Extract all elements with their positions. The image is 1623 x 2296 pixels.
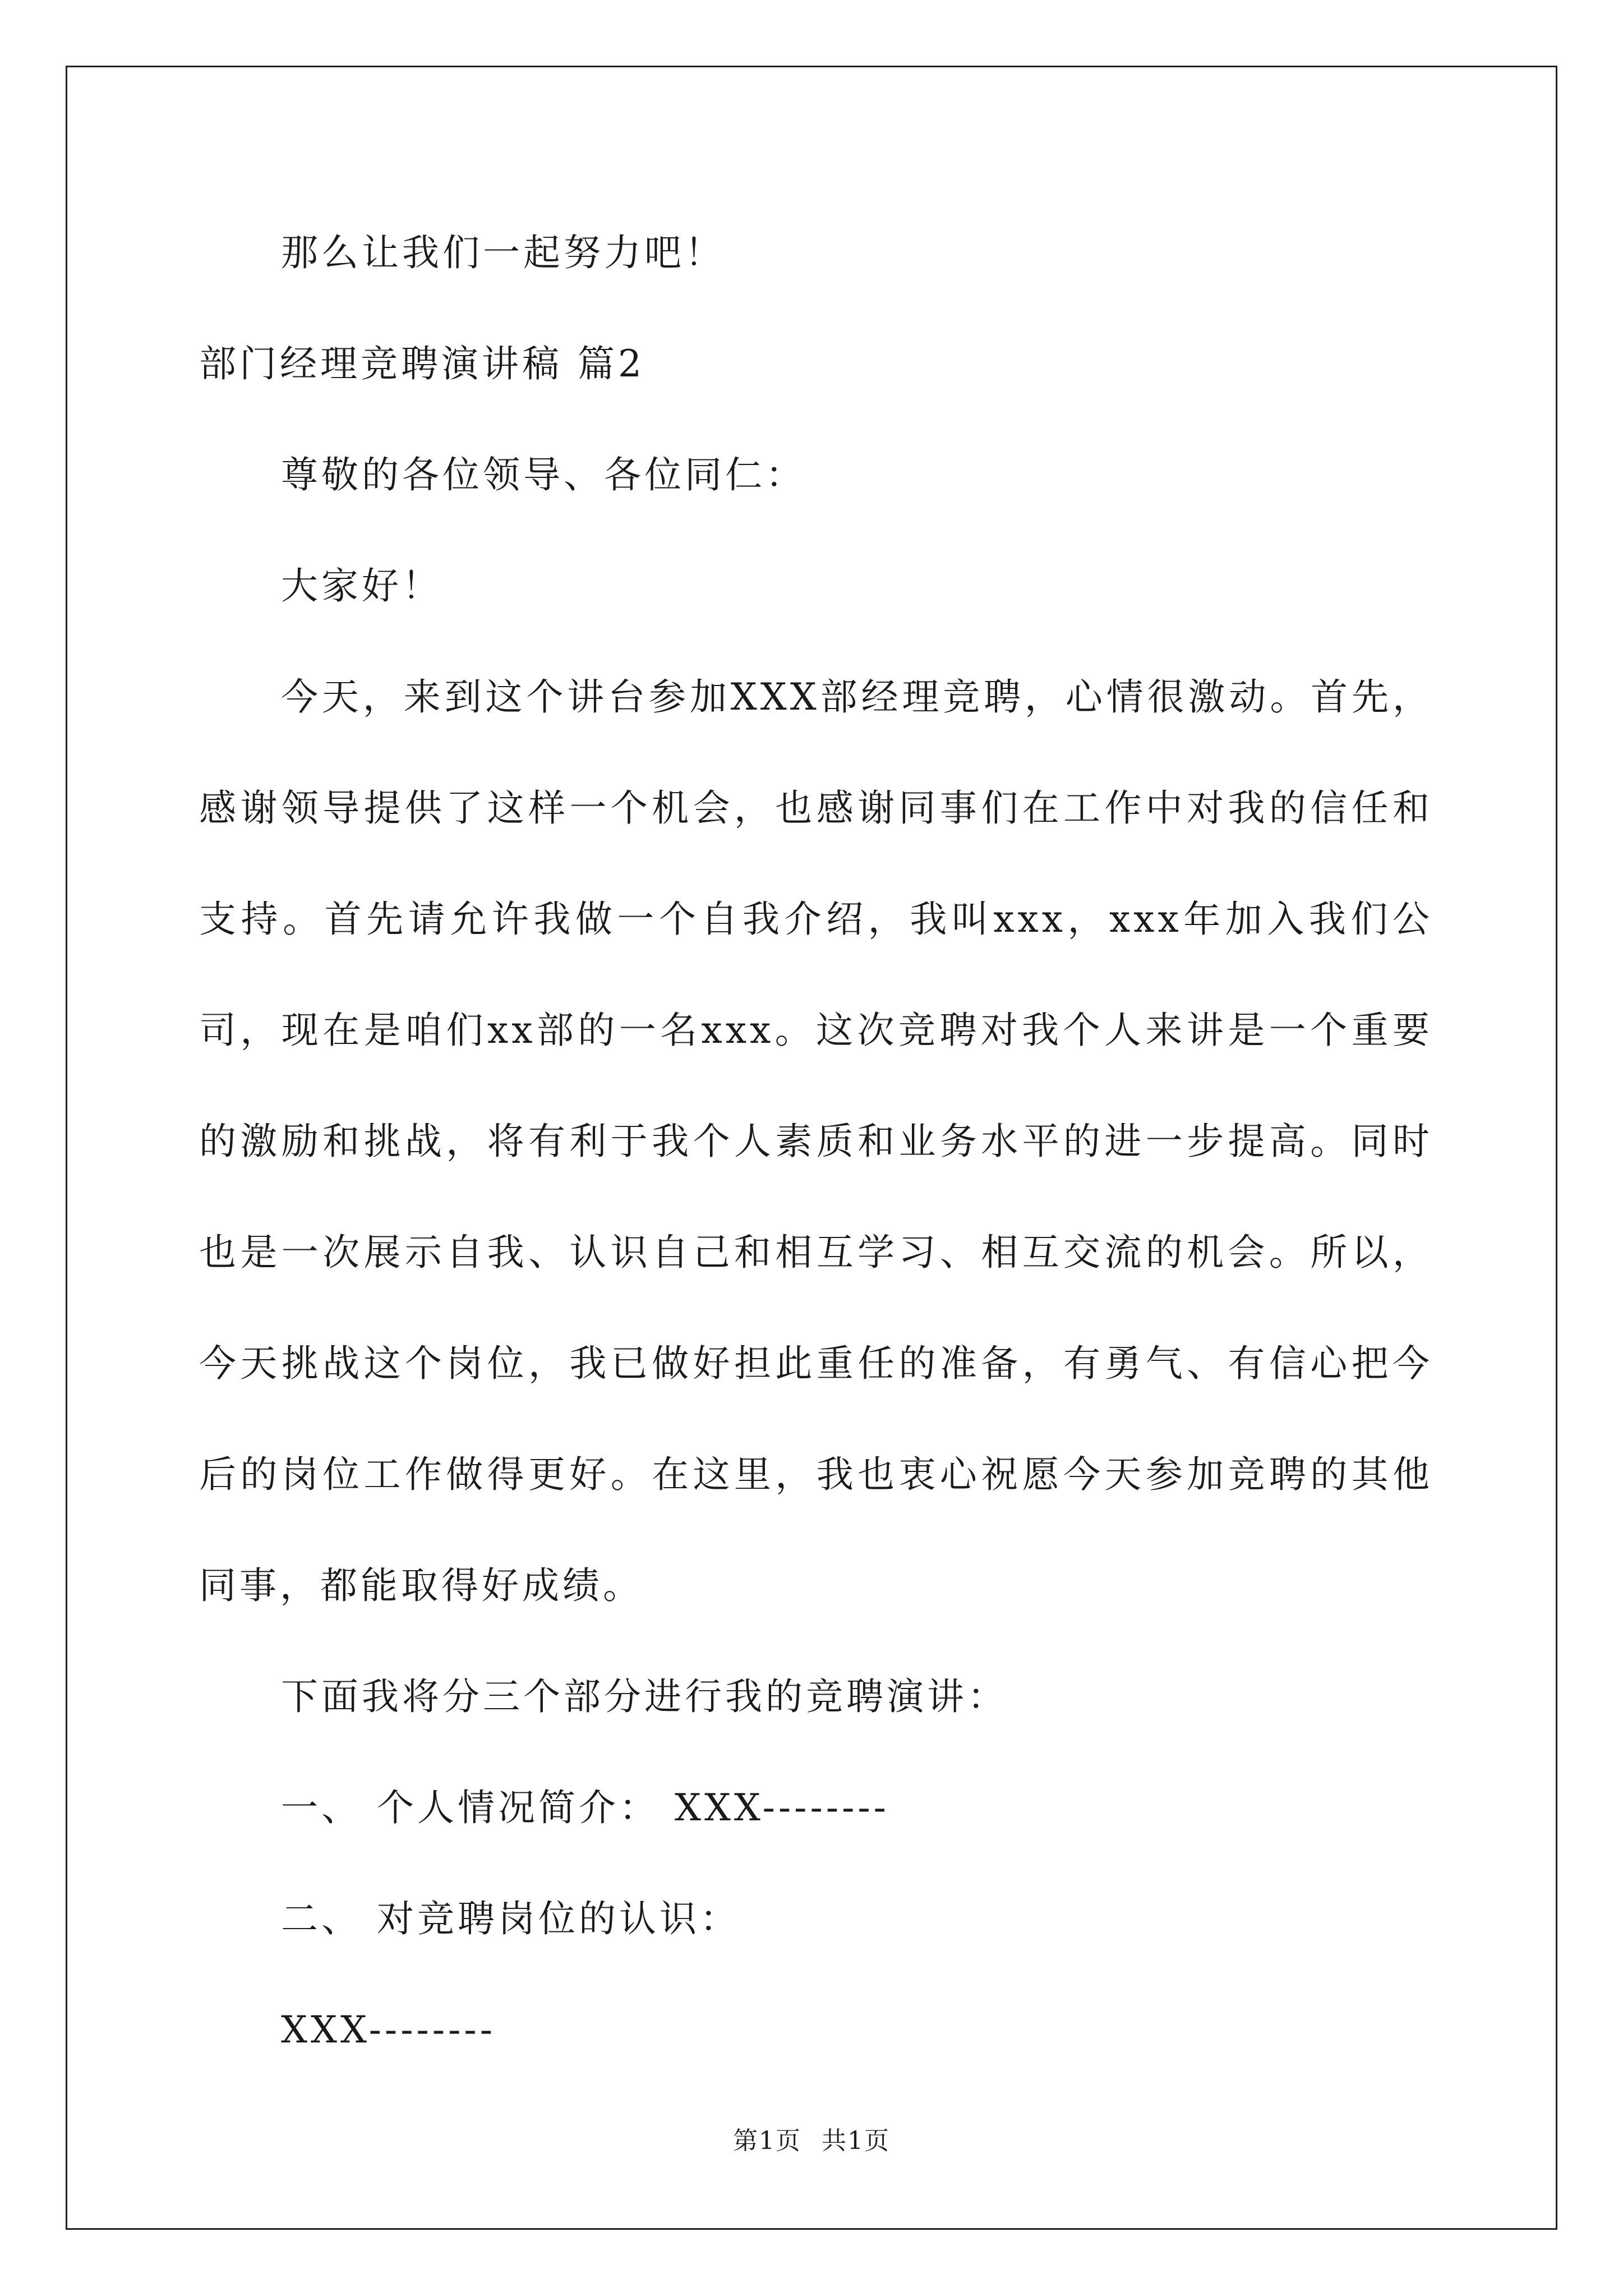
- closing-line: 那么让我们一起努力吧！: [281, 231, 725, 274]
- salutation: 尊敬的各位领导、各位同仁：: [281, 453, 806, 496]
- page-number: 第1页: [733, 2127, 801, 2155]
- outline-item-1: 一、 个人情况简介： XXX--------: [281, 1786, 889, 1829]
- outline-intro: 下面我将分三个部分进行我的竞聘演讲：: [281, 1675, 1008, 1718]
- intro-paragraph: 今天，来到这个讲台参加XXX部经理竞聘，心情很激动。首先，感谢领导提供了这样一个机会，也感谢同事们在工作中对我的信任和支持。首先请允许我做一个自我介绍，我叫xxx，xxx年加入我们公司，现在是咱们xx部的一名xxx。这次竞聘对我个人来讲是一个重要的激励和挑战，将有利于我个人素质和业务水平的进一步提高。同时也是一次展示自我、认识自己和相互学习、相互交流的机会。所以，今天挑战这个岗位，我已做好担此重任的准备，有勇气、有信心把今后的岗位工作做得更好。在这里，我也衷心祝愿今天参加竞聘的其他同事，都能取得好成绩。: [199, 675, 1433, 1607]
- greeting: 大家好！: [281, 564, 442, 608]
- page-total: 共1页: [822, 2127, 890, 2155]
- section-heading: 部门经理竞聘演讲稿 篇2: [199, 342, 645, 385]
- document-body: [199, 197, 1433, 2086]
- page-footer: [0, 2120, 1623, 2156]
- outline-item-2-content: XXX--------: [281, 2008, 496, 2051]
- outline-item-2: 二、 对竞聘岗位的认识：: [281, 1897, 740, 1940]
